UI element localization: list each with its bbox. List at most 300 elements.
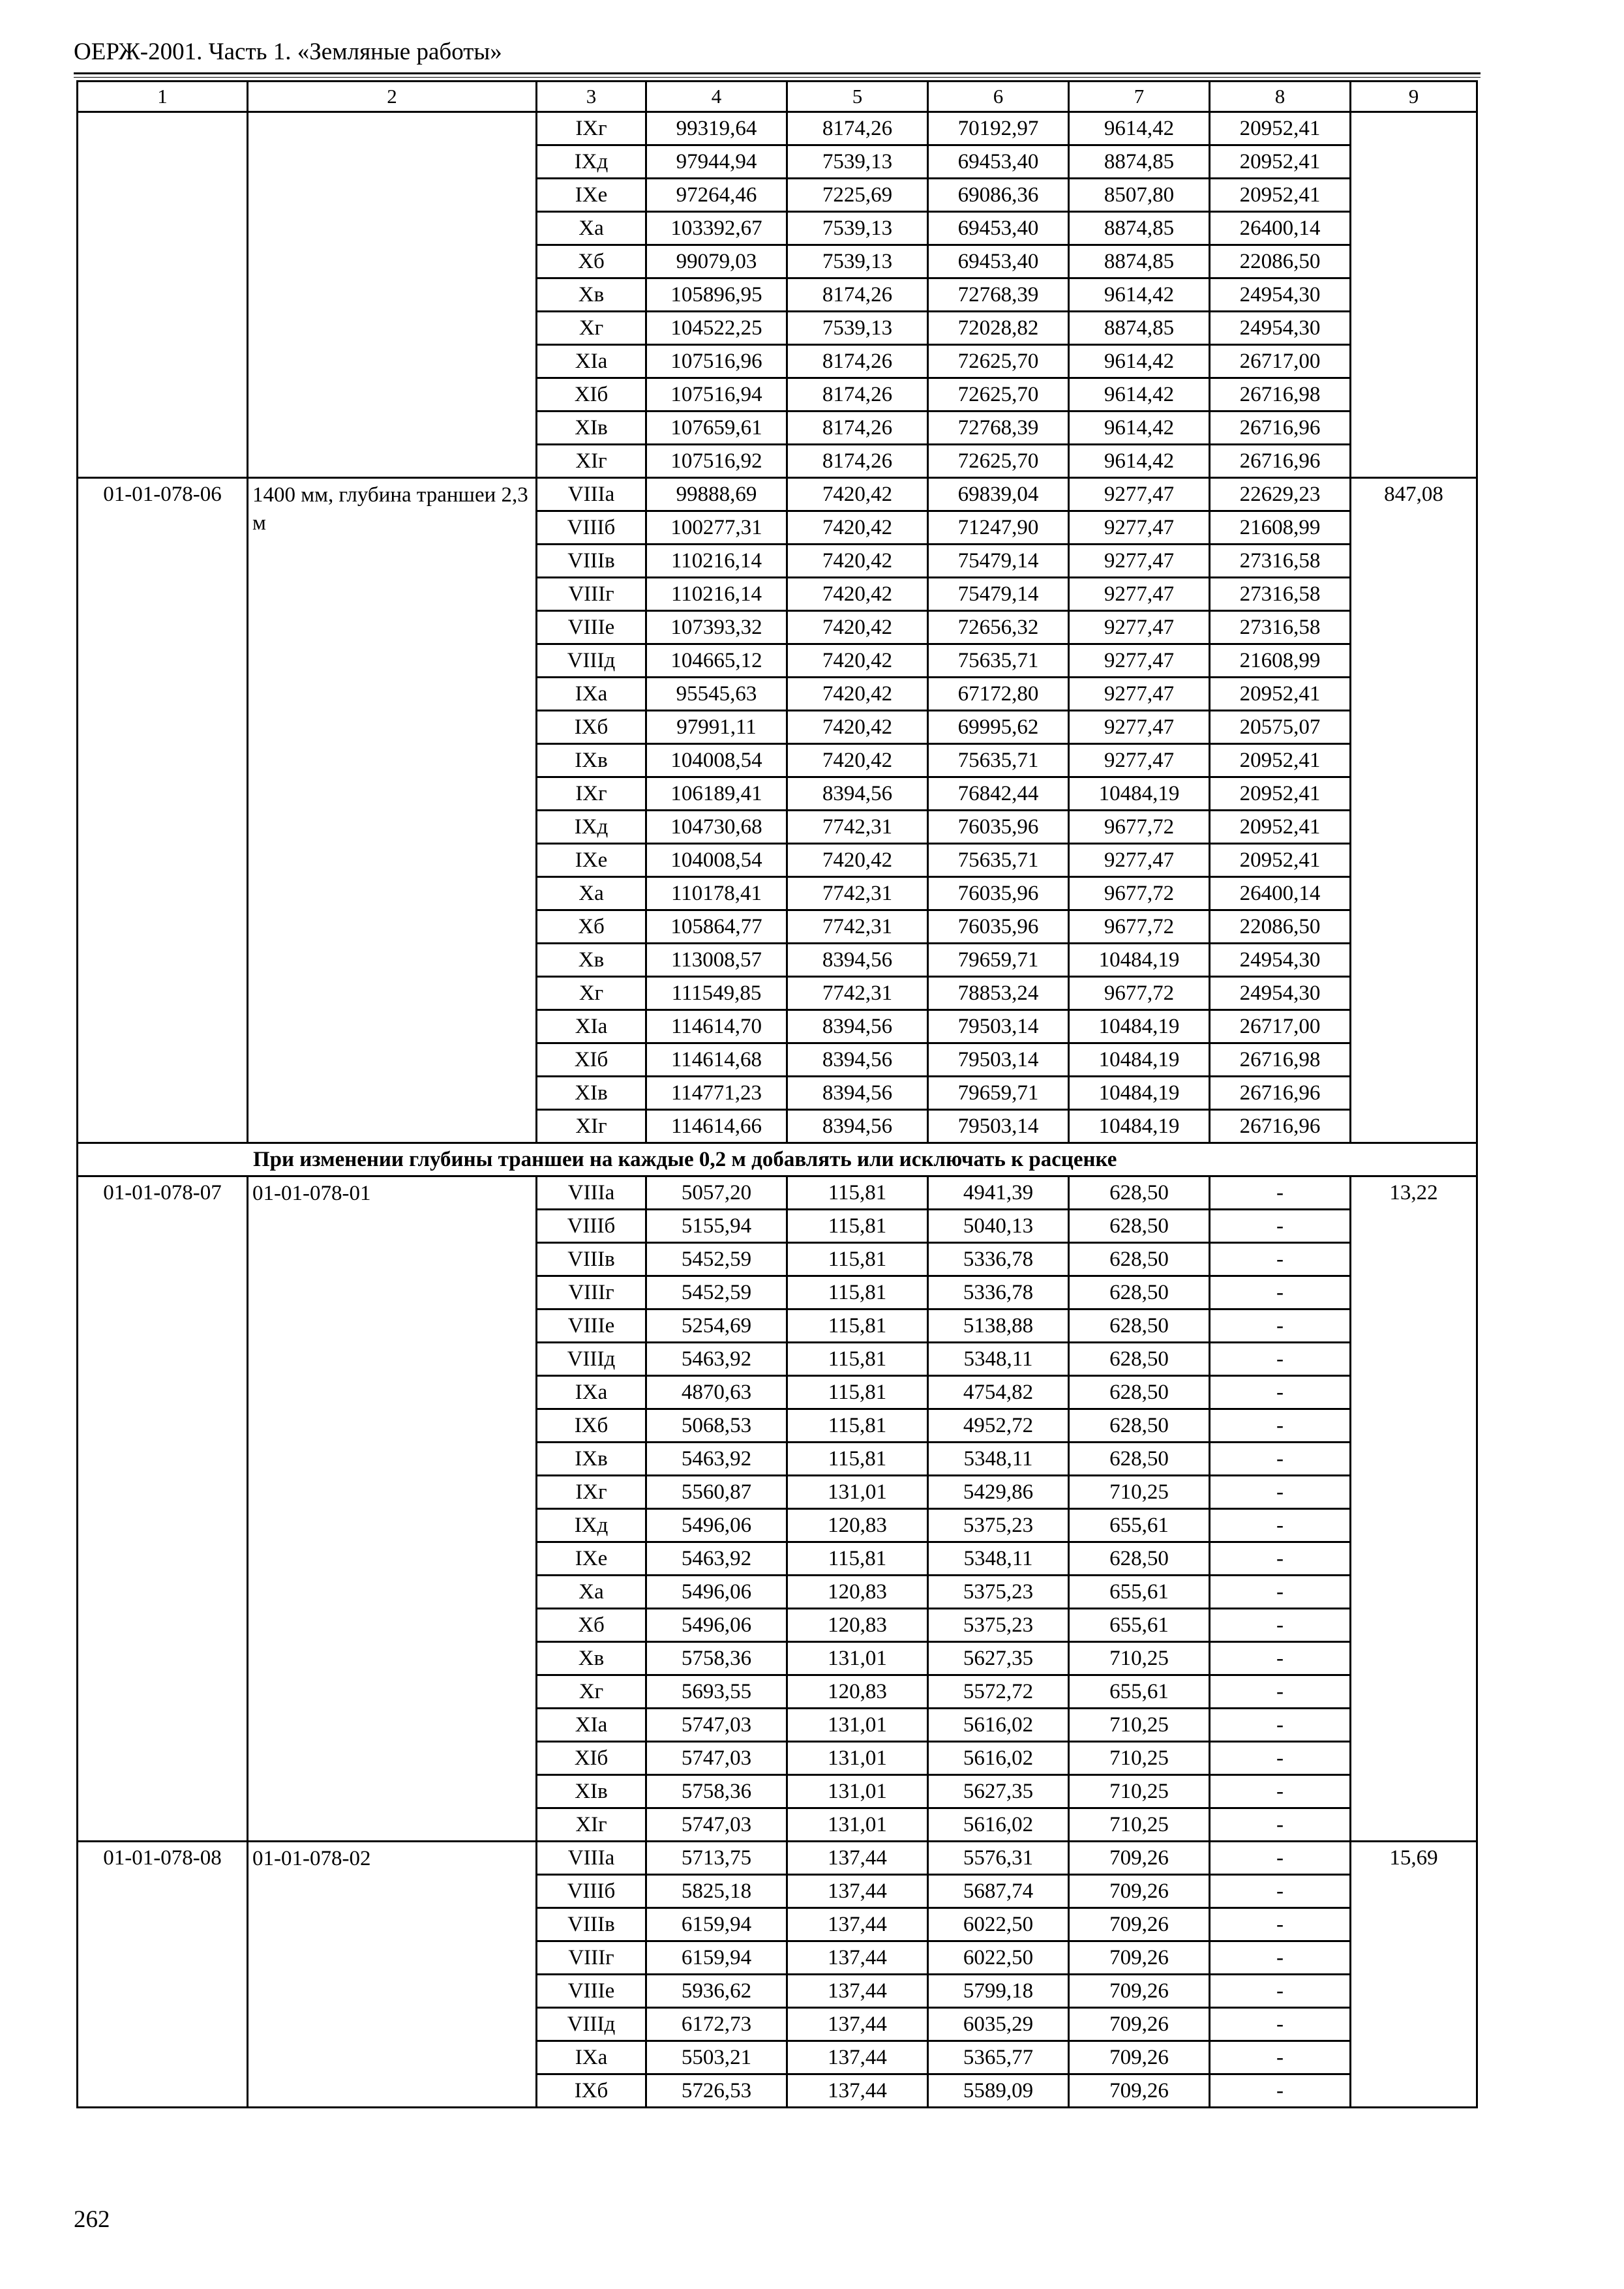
header-rule-thin (74, 77, 1481, 78)
region-code: VIIIг (537, 1941, 646, 1975)
column-header: 9 (1351, 82, 1477, 112)
region-code: XIа (537, 345, 646, 378)
value-cell: 72625,70 (928, 378, 1069, 411)
region-code: VIIIе (537, 1309, 646, 1343)
value-cell: 710,25 (1069, 1476, 1210, 1509)
value-cell: - (1210, 1509, 1351, 1542)
value-cell: 5936,62 (646, 1975, 787, 2008)
value-cell: 137,44 (787, 2041, 928, 2074)
value-cell: - (1210, 1609, 1351, 1642)
column-header: 4 (646, 82, 787, 112)
rate-code: 01-01-078-08 (78, 1842, 248, 2108)
value-cell: - (1210, 1975, 1351, 2008)
value-cell: 115,81 (787, 1243, 928, 1276)
value-cell: 137,44 (787, 2074, 928, 2108)
value-cell: 107393,32 (646, 611, 787, 644)
value-cell: 5496,06 (646, 1609, 787, 1642)
value-cell: 628,50 (1069, 1309, 1210, 1343)
region-code: VIIIд (537, 644, 646, 678)
value-cell: 5560,87 (646, 1476, 787, 1509)
value-cell: 69453,40 (928, 145, 1069, 179)
note-row (78, 1143, 1477, 1176)
value-cell: - (1210, 1742, 1351, 1775)
value-cell: 9277,47 (1069, 545, 1210, 578)
value-cell: 7539,13 (787, 312, 928, 345)
value-cell: 9277,47 (1069, 478, 1210, 511)
value-cell: 27316,58 (1210, 578, 1351, 611)
value-cell: 97264,46 (646, 179, 787, 212)
value-cell: 655,61 (1069, 1675, 1210, 1709)
value-cell: 6035,29 (928, 2008, 1069, 2041)
value-cell: 5496,06 (646, 1509, 787, 1542)
region-code: IXб (537, 1409, 646, 1443)
value-cell: 115,81 (787, 1309, 928, 1343)
column-header: 5 (787, 82, 928, 112)
value-cell: 628,50 (1069, 1409, 1210, 1443)
region-code: IXа (537, 1376, 646, 1409)
value-cell: 26716,98 (1210, 1043, 1351, 1077)
value-cell: 110216,14 (646, 545, 787, 578)
value-cell: 7420,42 (787, 744, 928, 777)
value-cell: 79503,14 (928, 1043, 1069, 1077)
region-code: Xб (537, 1609, 646, 1642)
region-code: VIIIв (537, 1243, 646, 1276)
rate-description: 01-01-078-02 (248, 1842, 537, 2108)
value-cell: 5155,94 (646, 1210, 787, 1243)
value-cell: 655,61 (1069, 1609, 1210, 1642)
value-cell: 69453,40 (928, 212, 1069, 245)
value-cell: 114771,23 (646, 1077, 787, 1110)
column-header: 7 (1069, 82, 1210, 112)
region-code: IXа (537, 678, 646, 711)
region-code: XIв (537, 1077, 646, 1110)
value-cell: 8507,80 (1069, 179, 1210, 212)
value-cell: 137,44 (787, 2008, 928, 2041)
value-cell: 5348,11 (928, 1343, 1069, 1376)
value-cell: 131,01 (787, 1476, 928, 1509)
region-code: IXа (537, 2041, 646, 2074)
value-cell: 7742,31 (787, 977, 928, 1010)
value-cell: 5336,78 (928, 1243, 1069, 1276)
value-cell: 709,26 (1069, 1975, 1210, 2008)
value-cell: 5375,23 (928, 1576, 1069, 1609)
value-cell: 107516,92 (646, 445, 787, 478)
value-cell: 107516,96 (646, 345, 787, 378)
value-cell: 21608,99 (1210, 644, 1351, 678)
table-row (78, 478, 1477, 511)
region-code: VIIIг (537, 1276, 646, 1309)
value-cell: 6159,94 (646, 1908, 787, 1941)
value-cell: 10484,19 (1069, 777, 1210, 811)
value-cell: 10484,19 (1069, 1077, 1210, 1110)
value-cell: 115,81 (787, 1176, 928, 1210)
value-cell: 103392,67 (646, 212, 787, 245)
region-code: IXв (537, 744, 646, 777)
value-cell: 104008,54 (646, 744, 787, 777)
region-code: VIIIв (537, 1908, 646, 1941)
value-cell: 7539,13 (787, 245, 928, 278)
rate-description: 01-01-078-01 (248, 1176, 537, 1842)
value-cell: 137,44 (787, 1842, 928, 1875)
value-cell: 26716,96 (1210, 1110, 1351, 1143)
value-cell: 709,26 (1069, 1908, 1210, 1941)
value-cell: 5713,75 (646, 1842, 787, 1875)
value-cell: 5463,92 (646, 1343, 787, 1376)
rate-code: 01-01-078-07 (78, 1176, 248, 1842)
value-cell: 5627,35 (928, 1642, 1069, 1675)
value-cell: 69453,40 (928, 245, 1069, 278)
region-code: VIIIа (537, 1842, 646, 1875)
value-cell: 9277,47 (1069, 611, 1210, 644)
value-cell: 5747,03 (646, 1808, 787, 1842)
value-cell: 9614,42 (1069, 112, 1210, 145)
value-cell: 114614,68 (646, 1043, 787, 1077)
region-code: Xа (537, 1576, 646, 1609)
value-cell: 107516,94 (646, 378, 787, 411)
value-cell: 9677,72 (1069, 910, 1210, 944)
value-cell: 100277,31 (646, 511, 787, 545)
value-cell: 106189,41 (646, 777, 787, 811)
value-cell: 5138,88 (928, 1309, 1069, 1343)
value-cell: 5463,92 (646, 1443, 787, 1476)
value-cell: 104008,54 (646, 844, 787, 877)
value-cell: 9677,72 (1069, 877, 1210, 910)
value-cell: 71247,90 (928, 511, 1069, 545)
value-cell: 10484,19 (1069, 1110, 1210, 1143)
value-cell: 628,50 (1069, 1542, 1210, 1576)
value-cell: 26717,00 (1210, 345, 1351, 378)
table-row (78, 112, 1477, 145)
value-cell: 10484,19 (1069, 1043, 1210, 1077)
region-code: Xб (537, 245, 646, 278)
value-cell: - (1210, 1409, 1351, 1443)
value-cell: 99888,69 (646, 478, 787, 511)
region-code: IXд (537, 145, 646, 179)
value-cell: 6022,50 (928, 1941, 1069, 1975)
value-cell: 20952,41 (1210, 777, 1351, 811)
value-cell: 115,81 (787, 1343, 928, 1376)
labor-value: 13,22 (1351, 1176, 1477, 1842)
value-cell: 22086,50 (1210, 245, 1351, 278)
value-cell: 8174,26 (787, 345, 928, 378)
value-cell: 79659,71 (928, 1077, 1069, 1110)
value-cell: 72656,32 (928, 611, 1069, 644)
region-code: Xа (537, 212, 646, 245)
column-header: 8 (1210, 82, 1351, 112)
value-cell: 131,01 (787, 1709, 928, 1742)
value-cell: 5616,02 (928, 1742, 1069, 1775)
value-cell: 5429,86 (928, 1476, 1069, 1509)
value-cell: - (1210, 1176, 1351, 1210)
value-cell: 131,01 (787, 1642, 928, 1675)
value-cell: 72028,82 (928, 312, 1069, 345)
value-cell: - (1210, 1343, 1351, 1376)
value-cell: 115,81 (787, 1443, 928, 1476)
value-cell: 79503,14 (928, 1110, 1069, 1143)
value-cell: 5576,31 (928, 1842, 1069, 1875)
value-cell: 9614,42 (1069, 445, 1210, 478)
rate-description (248, 112, 537, 478)
value-cell: - (1210, 1941, 1351, 1975)
value-cell: 628,50 (1069, 1376, 1210, 1409)
region-code: IXд (537, 811, 646, 844)
value-cell: 104522,25 (646, 312, 787, 345)
region-code: XIб (537, 378, 646, 411)
value-cell: 114614,66 (646, 1110, 787, 1143)
value-cell: 5336,78 (928, 1276, 1069, 1309)
value-cell: 4952,72 (928, 1409, 1069, 1443)
value-cell: 5693,55 (646, 1675, 787, 1709)
value-cell: 72768,39 (928, 411, 1069, 445)
value-cell: 5799,18 (928, 1975, 1069, 2008)
value-cell: 107659,61 (646, 411, 787, 445)
value-cell: 4754,82 (928, 1376, 1069, 1409)
value-cell: 710,25 (1069, 1775, 1210, 1808)
running-header: ОЕРЖ-2001. Часть 1. «Земляные работы» (74, 38, 502, 65)
value-cell: 78853,24 (928, 977, 1069, 1010)
region-code: IXг (537, 777, 646, 811)
value-cell: 5348,11 (928, 1542, 1069, 1576)
value-cell: - (1210, 2008, 1351, 2041)
value-cell: 26717,00 (1210, 1010, 1351, 1043)
region-code: VIIIб (537, 1210, 646, 1243)
value-cell: - (1210, 2041, 1351, 2074)
value-cell: 20575,07 (1210, 711, 1351, 744)
value-cell: 20952,41 (1210, 145, 1351, 179)
value-cell: 5452,59 (646, 1243, 787, 1276)
value-cell: 9277,47 (1069, 844, 1210, 877)
value-cell: 628,50 (1069, 1343, 1210, 1376)
region-code: Xв (537, 944, 646, 977)
value-cell: 5463,92 (646, 1542, 787, 1576)
value-cell: 120,83 (787, 1509, 928, 1542)
value-cell: 22629,23 (1210, 478, 1351, 511)
value-cell: 105896,95 (646, 278, 787, 312)
value-cell: 8174,26 (787, 278, 928, 312)
value-cell: 7539,13 (787, 212, 928, 245)
value-cell: 76035,96 (928, 910, 1069, 944)
value-cell: 26400,14 (1210, 212, 1351, 245)
value-cell: 20952,41 (1210, 744, 1351, 777)
value-cell: 628,50 (1069, 1176, 1210, 1210)
value-cell: 628,50 (1069, 1276, 1210, 1309)
value-cell: 709,26 (1069, 2008, 1210, 2041)
value-cell: 76842,44 (928, 777, 1069, 811)
value-cell: 67172,80 (928, 678, 1069, 711)
value-cell: - (1210, 1642, 1351, 1675)
value-cell: 9277,47 (1069, 711, 1210, 744)
value-cell: 115,81 (787, 1210, 928, 1243)
value-cell: 8174,26 (787, 445, 928, 478)
value-cell: 26400,14 (1210, 877, 1351, 910)
value-cell: 20952,41 (1210, 112, 1351, 145)
rates-table (76, 80, 1478, 2108)
value-cell: 26716,96 (1210, 445, 1351, 478)
value-cell: 7420,42 (787, 545, 928, 578)
value-cell: 131,01 (787, 1808, 928, 1842)
region-code: VIIIг (537, 578, 646, 611)
region-code: IXв (537, 1443, 646, 1476)
value-cell: 115,81 (787, 1542, 928, 1576)
page-number: 262 (74, 2206, 110, 2233)
value-cell: 5616,02 (928, 1808, 1069, 1842)
value-cell: 137,44 (787, 1875, 928, 1908)
value-cell: 8394,56 (787, 1010, 928, 1043)
value-cell: 9277,47 (1069, 644, 1210, 678)
column-header: 2 (248, 82, 537, 112)
region-code: VIIIе (537, 611, 646, 644)
value-cell: 20952,41 (1210, 811, 1351, 844)
region-code: VIIIе (537, 1975, 646, 2008)
value-cell: 110178,41 (646, 877, 787, 910)
value-cell: 7420,42 (787, 578, 928, 611)
value-cell: 7420,42 (787, 678, 928, 711)
value-cell: 26716,96 (1210, 1077, 1351, 1110)
value-cell: 22086,50 (1210, 910, 1351, 944)
region-code: VIIIд (537, 2008, 646, 2041)
value-cell: 7742,31 (787, 877, 928, 910)
value-cell: 7420,42 (787, 611, 928, 644)
value-cell: 7420,42 (787, 711, 928, 744)
value-cell: 24954,30 (1210, 312, 1351, 345)
value-cell: 9277,47 (1069, 578, 1210, 611)
region-code: VIIIб (537, 1875, 646, 1908)
region-code: Xв (537, 1642, 646, 1675)
value-cell: 120,83 (787, 1675, 928, 1709)
value-cell: 20952,41 (1210, 179, 1351, 212)
value-cell: 69995,62 (928, 711, 1069, 744)
region-code: Xг (537, 977, 646, 1010)
value-cell: 709,26 (1069, 1941, 1210, 1975)
value-cell: 8394,56 (787, 1077, 928, 1110)
value-cell: 99319,64 (646, 112, 787, 145)
value-cell: 137,44 (787, 1975, 928, 2008)
value-cell: 8394,56 (787, 777, 928, 811)
region-code: XIг (537, 1110, 646, 1143)
table-row (78, 1176, 1477, 1210)
value-cell: 131,01 (787, 1775, 928, 1808)
value-cell: 5758,36 (646, 1642, 787, 1675)
region-code: IXг (537, 112, 646, 145)
value-cell: 79659,71 (928, 944, 1069, 977)
value-cell: - (1210, 1775, 1351, 1808)
value-cell: 9614,42 (1069, 278, 1210, 312)
value-cell: 8174,26 (787, 378, 928, 411)
value-cell: 5057,20 (646, 1176, 787, 1210)
value-cell: 5616,02 (928, 1709, 1069, 1742)
value-cell: 7225,69 (787, 179, 928, 212)
value-cell: 9614,42 (1069, 411, 1210, 445)
value-cell: 6159,94 (646, 1941, 787, 1975)
region-code: IXе (537, 844, 646, 877)
value-cell: 5747,03 (646, 1742, 787, 1775)
value-cell: 655,61 (1069, 1576, 1210, 1609)
value-cell: 709,26 (1069, 2041, 1210, 2074)
value-cell: 27316,58 (1210, 611, 1351, 644)
value-cell: 5068,53 (646, 1409, 787, 1443)
value-cell: 137,44 (787, 1941, 928, 1975)
rate-code: 01-01-078-06 (78, 478, 248, 1143)
value-cell: 5627,35 (928, 1775, 1069, 1808)
value-cell: 115,81 (787, 1276, 928, 1309)
value-cell: 24954,30 (1210, 977, 1351, 1010)
value-cell: 6172,73 (646, 2008, 787, 2041)
region-code: XIв (537, 411, 646, 445)
value-cell: 26716,98 (1210, 378, 1351, 411)
value-cell: 8874,85 (1069, 145, 1210, 179)
value-cell: 7742,31 (787, 811, 928, 844)
region-code: VIIIа (537, 478, 646, 511)
value-cell: 709,26 (1069, 2074, 1210, 2108)
value-cell: 137,44 (787, 1908, 928, 1941)
value-cell: 5825,18 (646, 1875, 787, 1908)
value-cell: 27316,58 (1210, 545, 1351, 578)
value-cell: 5503,21 (646, 2041, 787, 2074)
value-cell: 5758,36 (646, 1775, 787, 1808)
value-cell: 5496,06 (646, 1576, 787, 1609)
region-code: XIг (537, 1808, 646, 1842)
value-cell: 8174,26 (787, 112, 928, 145)
column-header: 1 (78, 82, 248, 112)
value-cell: - (1210, 1542, 1351, 1576)
region-code: IXг (537, 1476, 646, 1509)
value-cell: 5254,69 (646, 1309, 787, 1343)
region-code: IXб (537, 711, 646, 744)
region-code: VIIIв (537, 545, 646, 578)
value-cell: - (1210, 1675, 1351, 1709)
value-cell: 24954,30 (1210, 278, 1351, 312)
region-code: XIа (537, 1010, 646, 1043)
value-cell: 9614,42 (1069, 378, 1210, 411)
value-cell: 8874,85 (1069, 312, 1210, 345)
value-cell: 7420,42 (787, 478, 928, 511)
region-code: IXд (537, 1509, 646, 1542)
depth-note: При изменении глубины траншеи на каждые 0,2 м добавлять или исключать к расценке (78, 1143, 1477, 1176)
value-cell: 7420,42 (787, 511, 928, 545)
value-cell: 95545,63 (646, 678, 787, 711)
value-cell: 99079,03 (646, 245, 787, 278)
value-cell: 7539,13 (787, 145, 928, 179)
value-cell: 20952,41 (1210, 678, 1351, 711)
value-cell: 710,25 (1069, 1808, 1210, 1842)
value-cell: 72768,39 (928, 278, 1069, 312)
value-cell: - (1210, 1443, 1351, 1476)
value-cell: 5687,74 (928, 1875, 1069, 1908)
value-cell: 5572,72 (928, 1675, 1069, 1709)
value-cell: 709,26 (1069, 1842, 1210, 1875)
labor-value: 15,69 (1351, 1842, 1477, 2108)
value-cell: 21608,99 (1210, 511, 1351, 545)
value-cell: 120,83 (787, 1576, 928, 1609)
region-code: XIб (537, 1043, 646, 1077)
value-cell: 5747,03 (646, 1709, 787, 1742)
value-cell: 97944,94 (646, 145, 787, 179)
value-cell: 104665,12 (646, 644, 787, 678)
value-cell: 7742,31 (787, 910, 928, 944)
value-cell: 628,50 (1069, 1243, 1210, 1276)
value-cell: 105864,77 (646, 910, 787, 944)
value-cell: 9677,72 (1069, 977, 1210, 1010)
value-cell: - (1210, 1276, 1351, 1309)
value-cell: 75635,71 (928, 844, 1069, 877)
value-cell: - (1210, 1476, 1351, 1509)
value-cell: 4870,63 (646, 1376, 787, 1409)
value-cell: 5348,11 (928, 1443, 1069, 1476)
value-cell: 75479,14 (928, 545, 1069, 578)
value-cell: 69839,04 (928, 478, 1069, 511)
value-cell: 709,26 (1069, 1875, 1210, 1908)
header-rule (74, 72, 1481, 74)
